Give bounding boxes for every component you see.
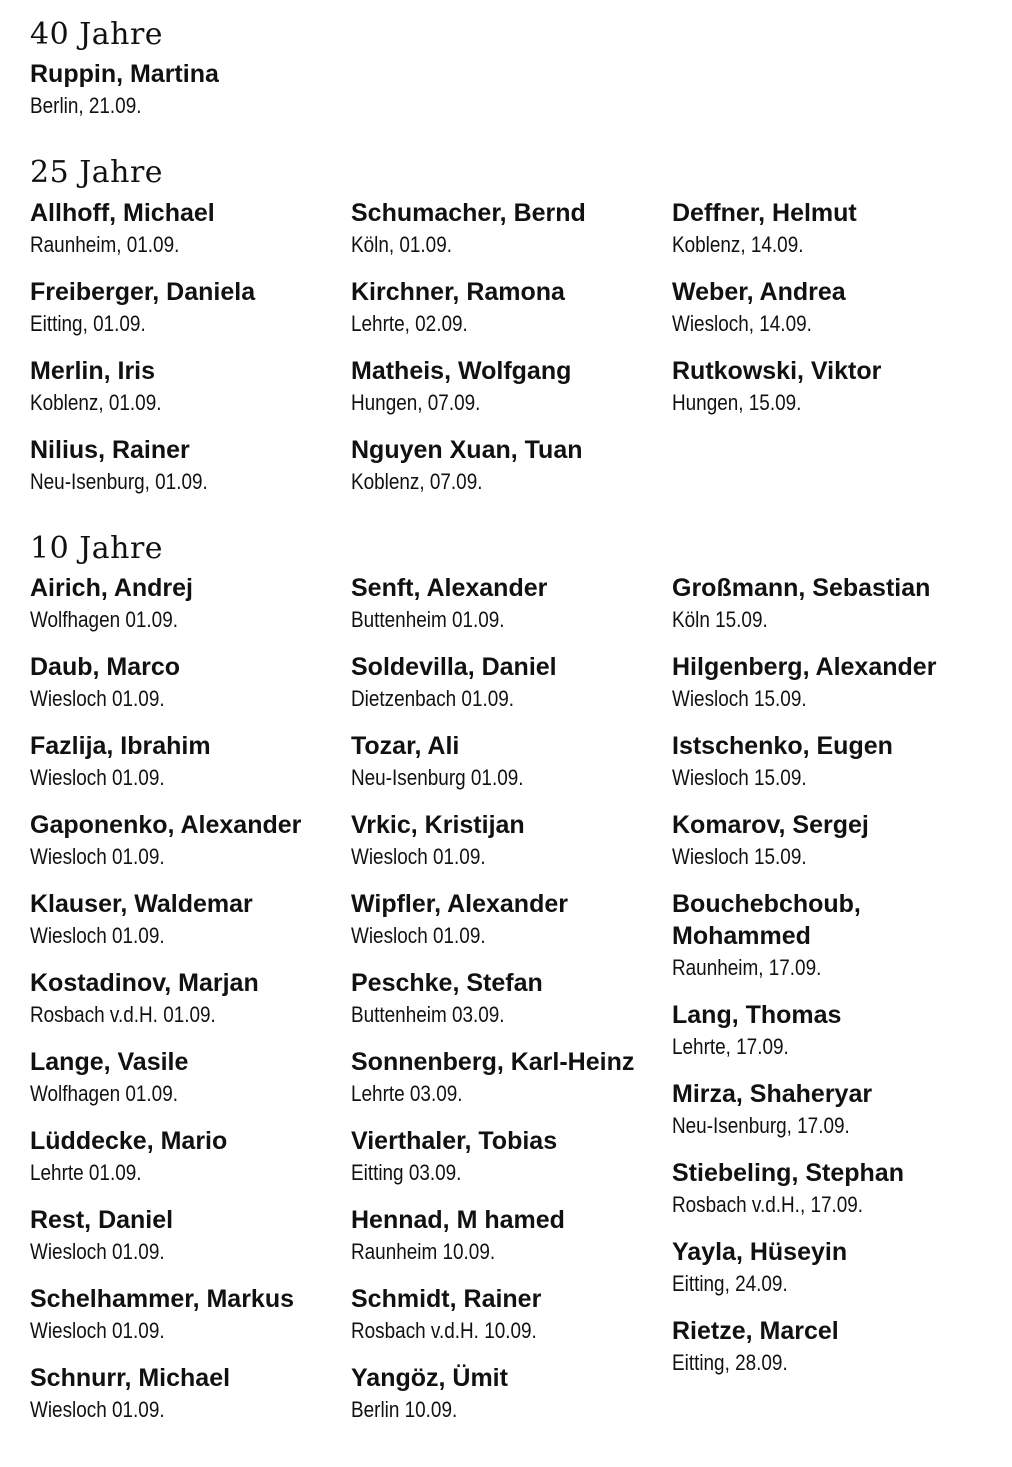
- list-item: [351, 572, 672, 636]
- employee-name: Nguyen Xuan, Tuan: [351, 436, 583, 464]
- list-item: [672, 651, 993, 715]
- location-date: Köln, 01.09.: [351, 232, 452, 257]
- list-item: [30, 1204, 351, 1268]
- employee-name: Klauser, Waldemar: [30, 890, 253, 918]
- location-date: Köln 15.09.: [672, 607, 768, 632]
- column-1: [30, 58, 351, 137]
- employee-name: Schelhammer, Markus: [30, 1285, 295, 1313]
- location-date: Neu-Isenburg 01.09.: [351, 765, 524, 790]
- employee-name: Komarov, Sergej: [672, 811, 869, 839]
- column-3: [672, 197, 993, 513]
- column-2: [351, 197, 672, 513]
- list-item: [351, 1125, 672, 1189]
- list-item: [30, 434, 351, 498]
- employee-name: Stiebeling, Stephan: [672, 1159, 904, 1187]
- employee-name: Rietze, Marcel: [672, 1317, 839, 1345]
- employee-name: Schnurr, Michael: [30, 1364, 231, 1392]
- list-item: [672, 1157, 993, 1221]
- employee-name: Ruppin, Martina: [30, 60, 219, 88]
- list-item: [351, 809, 672, 873]
- list-item: [672, 999, 993, 1063]
- list-item: [351, 276, 672, 340]
- list-item: [30, 888, 351, 952]
- list-item: [30, 572, 351, 636]
- employee-name: Lüddecke, Mario: [30, 1127, 228, 1155]
- location-date: Wiesloch 01.09.: [30, 1318, 165, 1343]
- section-40-grid: [30, 58, 351, 137]
- list-item: [351, 1283, 672, 1347]
- employee-name: Rest, Daniel: [30, 1206, 174, 1234]
- list-item: [30, 276, 351, 340]
- employee-name: Wipfler, Alexander: [351, 890, 568, 918]
- location-date: Buttenheim 03.09.: [351, 1002, 505, 1027]
- location-date: Lehrte 03.09.: [351, 1081, 463, 1106]
- location-date: Wiesloch 15.09.: [672, 686, 807, 711]
- list-item: [672, 355, 993, 419]
- list-item: [30, 58, 351, 122]
- location-date: Dietzenbach 01.09.: [351, 686, 515, 711]
- section-10-grid: [30, 572, 993, 1441]
- location-date: Wiesloch 01.09.: [351, 923, 486, 948]
- location-date: Berlin, 21.09.: [30, 93, 142, 118]
- employee-name: Fazlija, Ibrahim: [30, 732, 211, 760]
- section-title-10: 10 Jahre: [30, 531, 164, 566]
- location-date: Rosbach v.d.H. 01.09.: [30, 1002, 216, 1027]
- location-date: Buttenheim 01.09.: [351, 607, 505, 632]
- list-item: [30, 355, 351, 419]
- employee-name: Peschke, Stefan: [351, 969, 543, 997]
- employee-name: Sonnenberg, Karl-Heinz: [351, 1048, 635, 1076]
- employee-name: Allhoff, Michael: [30, 199, 215, 227]
- list-item: [351, 730, 672, 794]
- employee-name: Freiberger, Daniela: [30, 278, 256, 306]
- employee-name: Schmidt, Rainer: [351, 1285, 542, 1313]
- location-date: Wolfhagen 01.09.: [30, 1081, 178, 1106]
- location-date: Hungen, 07.09.: [351, 390, 481, 415]
- employee-name: Lange, Vasile: [30, 1048, 189, 1076]
- list-item: [351, 1046, 672, 1110]
- employee-name: Senft, Alexander: [351, 574, 548, 602]
- location-date: Koblenz, 01.09.: [30, 390, 162, 415]
- list-item: [351, 888, 672, 952]
- list-item: [672, 1078, 993, 1142]
- employee-name: Nilius, Rainer: [30, 436, 190, 464]
- employee-name: Merlin, Iris: [30, 357, 156, 385]
- location-date: Wiesloch 01.09.: [351, 844, 486, 869]
- location-date: Koblenz, 07.09.: [351, 469, 483, 494]
- employee-name: Matheis, Wolfgang: [351, 357, 572, 385]
- location-date: Eitting, 01.09.: [30, 311, 146, 336]
- location-date: Wiesloch 15.09.: [672, 765, 807, 790]
- location-date: Rosbach v.d.H., 17.09.: [672, 1192, 864, 1217]
- list-item: [351, 434, 672, 498]
- list-item: [30, 1362, 351, 1426]
- location-date: Eitting, 24.09.: [672, 1271, 788, 1296]
- list-item: [30, 730, 351, 794]
- location-date: Lehrte, 02.09.: [351, 311, 468, 336]
- section-title-25: 25 Jahre: [30, 155, 164, 190]
- employee-name: Bouchebchoub, Mohammed: [672, 890, 861, 950]
- list-item: [30, 1046, 351, 1110]
- employee-name: Rutkowski, Viktor: [672, 357, 882, 385]
- location-date: Berlin 10.09.: [351, 1397, 458, 1422]
- list-item: [351, 197, 672, 261]
- employee-name: Hilgenberg, Alexander: [672, 653, 937, 681]
- location-date: Lehrte 01.09.: [30, 1160, 142, 1185]
- location-date: Wiesloch 01.09.: [30, 1397, 165, 1422]
- employee-name: Daub, Marco: [30, 653, 181, 681]
- location-date: Wiesloch 01.09.: [30, 1239, 165, 1264]
- employee-name: Hennad, M hamed: [351, 1206, 565, 1234]
- column-3: [672, 572, 993, 1441]
- list-item: [672, 888, 993, 984]
- list-item: [351, 651, 672, 715]
- list-item: [30, 651, 351, 715]
- location-date: Rosbach v.d.H. 10.09.: [351, 1318, 537, 1343]
- employee-name: Tozar, Ali: [351, 732, 460, 760]
- employee-name: Deffner, Helmut: [672, 199, 857, 227]
- employee-name: Istschenko, Eugen: [672, 732, 893, 760]
- list-item: [672, 276, 993, 340]
- employee-name: Vrkic, Kristijan: [351, 811, 525, 839]
- employee-name: Kostadinov, Marjan: [30, 969, 259, 997]
- employee-name: Schumacher, Bernd: [351, 199, 586, 227]
- employee-name: Yayla, Hüseyin: [672, 1238, 848, 1266]
- location-date: Wolfhagen 01.09.: [30, 607, 178, 632]
- column-2: [351, 572, 672, 1441]
- location-date: Neu-Isenburg, 17.09.: [672, 1113, 850, 1138]
- list-item: [672, 197, 993, 261]
- list-item: [30, 1283, 351, 1347]
- employee-name: Kirchner, Ramona: [351, 278, 565, 306]
- location-date: Wiesloch 01.09.: [30, 686, 165, 711]
- location-date: Wiesloch 01.09.: [30, 765, 165, 790]
- location-date: Lehrte, 17.09.: [672, 1034, 789, 1059]
- location-date: Koblenz, 14.09.: [672, 232, 804, 257]
- list-item: [351, 355, 672, 419]
- location-date: Eitting 03.09.: [351, 1160, 462, 1185]
- location-date: Wiesloch 01.09.: [30, 844, 165, 869]
- employee-name: Gaponenko, Alexander: [30, 811, 302, 839]
- column-1: [30, 572, 351, 1441]
- list-item: [672, 730, 993, 794]
- location-date: Raunheim, 17.09.: [672, 955, 822, 980]
- location-date: Raunheim, 01.09.: [30, 232, 180, 257]
- location-date: Wiesloch 01.09.: [30, 923, 165, 948]
- employee-name: Vierthaler, Tobias: [351, 1127, 558, 1155]
- list-item: [672, 809, 993, 873]
- list-item: [30, 809, 351, 873]
- section-25-grid: [30, 197, 993, 513]
- employee-name: Weber, Andrea: [672, 278, 846, 306]
- employee-name: Airich, Andrej: [30, 574, 193, 602]
- employee-name: Lang, Thomas: [672, 1001, 842, 1029]
- location-date: Raunheim 10.09.: [351, 1239, 496, 1264]
- section-title-40: 40 Jahre: [30, 17, 164, 52]
- employee-name: Mirza, Shaheryar: [672, 1080, 873, 1108]
- employee-name: Großmann, Sebastian: [672, 574, 931, 602]
- list-item: [30, 967, 351, 1031]
- list-item: [672, 1315, 993, 1379]
- employee-name: Yangöz, Ümit: [351, 1364, 508, 1392]
- list-item: [351, 967, 672, 1031]
- list-item: [30, 1125, 351, 1189]
- list-item: [351, 1362, 672, 1426]
- list-item: [672, 572, 993, 636]
- list-item: [672, 1236, 993, 1300]
- location-date: Wiesloch, 14.09.: [672, 311, 812, 336]
- location-date: Eitting, 28.09.: [672, 1350, 788, 1375]
- location-date: Wiesloch 15.09.: [672, 844, 807, 869]
- location-date: Neu-Isenburg, 01.09.: [30, 469, 208, 494]
- employee-name: Soldevilla, Daniel: [351, 653, 557, 681]
- location-date: Hungen, 15.09.: [672, 390, 802, 415]
- column-1: [30, 197, 351, 513]
- list-item: [351, 1204, 672, 1268]
- list-item: [30, 197, 351, 261]
